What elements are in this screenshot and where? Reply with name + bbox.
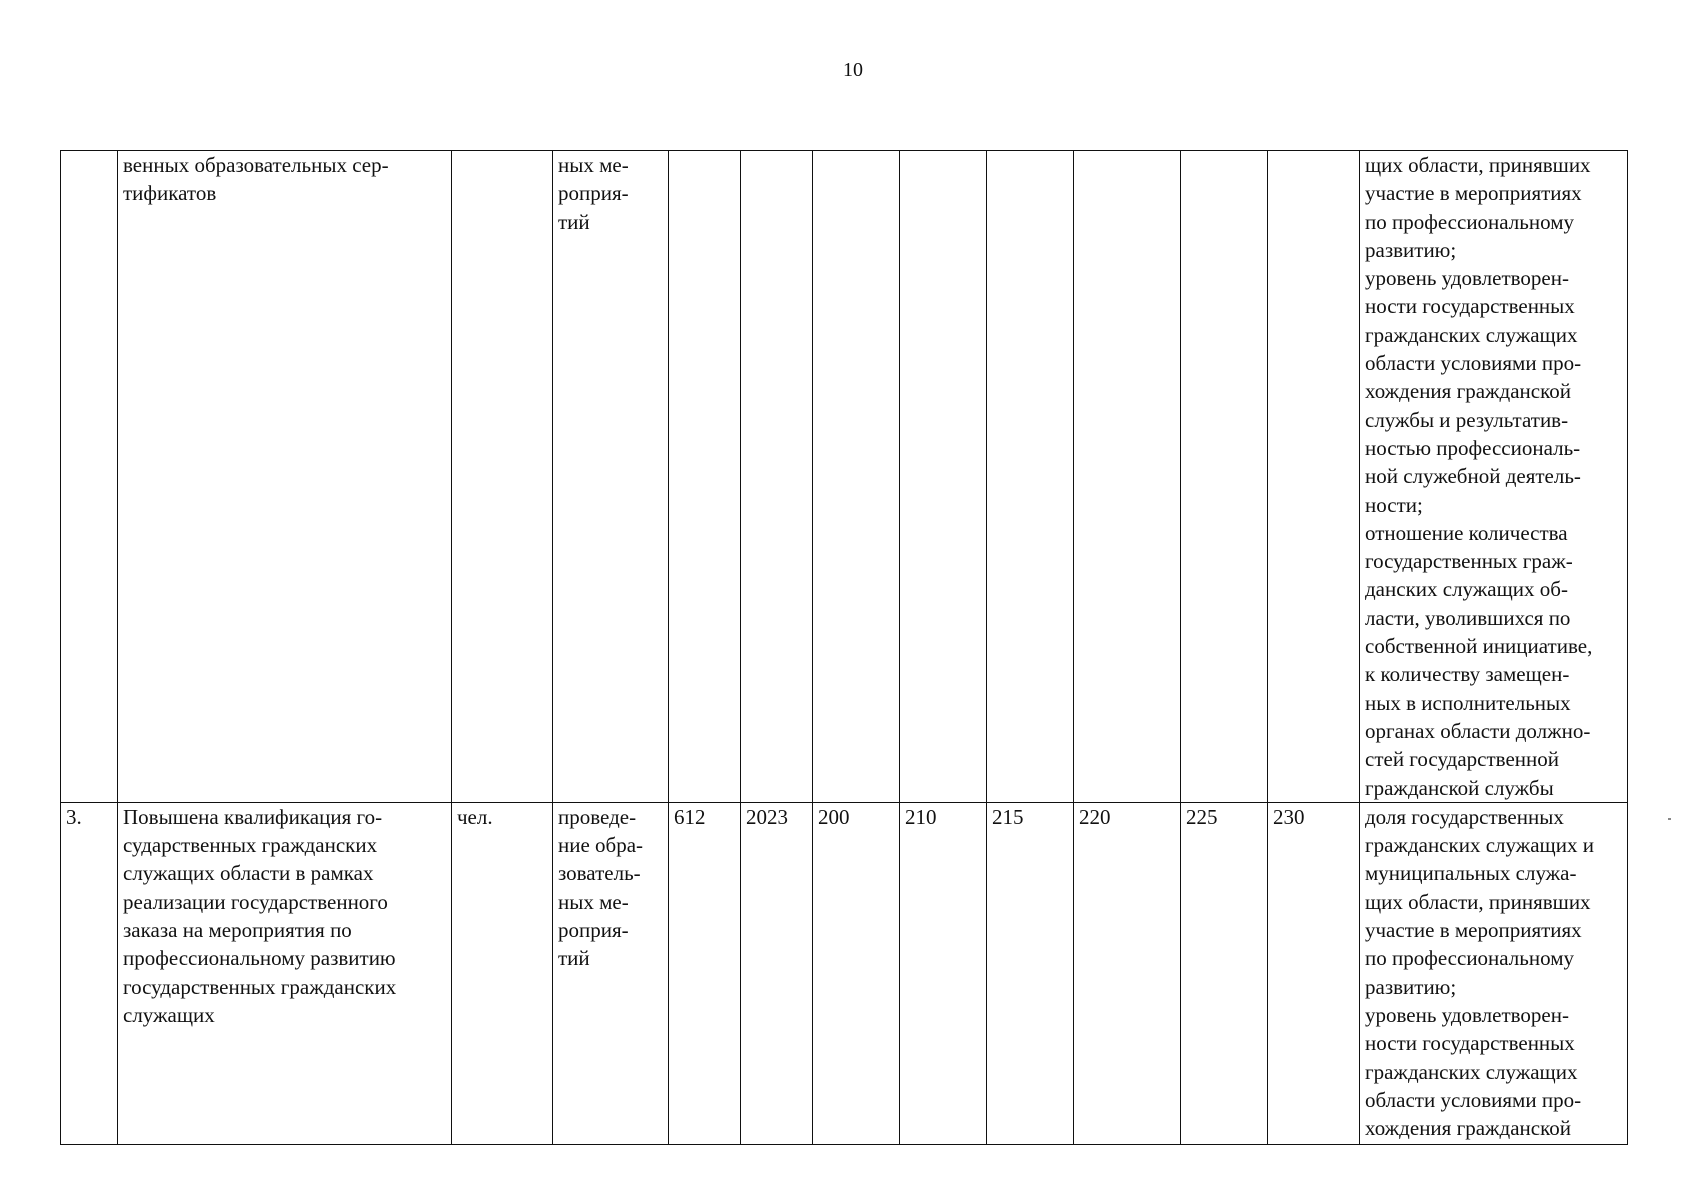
cell-number: 3.: [61, 802, 118, 1144]
cell-indicators: щих области, принявших участие в мероприятиях по профессиональному развитию; уровень удовлетворен- ности государственных гражданских служащих области условиями про- хождения гражданской службы и результатив- ностью профессиональ- ной служебной деятель- ности; отношение количества государственных граж- данских служащих об- ласти, уволившихся по собственной инициативе, к количеству замещен- ных в исполнительных органах области должно- стей государственной гражданской службы: [1360, 151, 1628, 803]
cell-value-3: [987, 151, 1074, 803]
cell-result-name: венных образовательных сер- тификатов: [118, 151, 452, 803]
cell-base-year: 2023: [741, 802, 813, 1144]
page-number: 10: [843, 59, 863, 81]
cell-value-1: [813, 151, 900, 803]
cell-value-1: 200: [813, 802, 900, 1144]
table-row-3: [61, 802, 1628, 1144]
table-row-continued: [61, 151, 1628, 803]
cell-unit: [452, 151, 553, 803]
cell-value-3: 215: [987, 802, 1074, 1144]
cell-indicators: доля государственных гражданских служащих и муниципальных служа- щих области, принявших участие в мероприятиях по профессиональному развитию; уровень удовлетворен- ности государственных гражданских служащих области условиями про- хождения гражданской: [1360, 802, 1628, 1144]
cell-value-2: 210: [900, 802, 987, 1144]
cell-method: ных ме- роприя- тий: [553, 151, 669, 803]
cell-value-2: [900, 151, 987, 803]
cell-number: [61, 151, 118, 803]
cell-result-name: Повышена квалификация го- сударственных гражданских служащих области в рамках реализации государственного заказа на мероприятия по профессиональному развитию государственных гражданских служащих: [118, 802, 452, 1144]
cell-code: [669, 151, 741, 803]
cell-base-year: [741, 151, 813, 803]
cell-value-5: [1181, 151, 1268, 803]
cell-value-5: 225: [1181, 802, 1268, 1144]
cell-value-6: 230: [1268, 802, 1360, 1144]
scan-speck: [1668, 818, 1671, 820]
cell-method: проведе- ние обра- зователь- ных ме- роприя- тий: [553, 802, 669, 1144]
cell-code: 612: [669, 802, 741, 1144]
cell-value-4: [1074, 151, 1181, 803]
cell-value-4: 220: [1074, 802, 1181, 1144]
cell-value-6: [1268, 151, 1360, 803]
results-table: [60, 150, 1628, 1145]
cell-unit: чел.: [452, 802, 553, 1144]
